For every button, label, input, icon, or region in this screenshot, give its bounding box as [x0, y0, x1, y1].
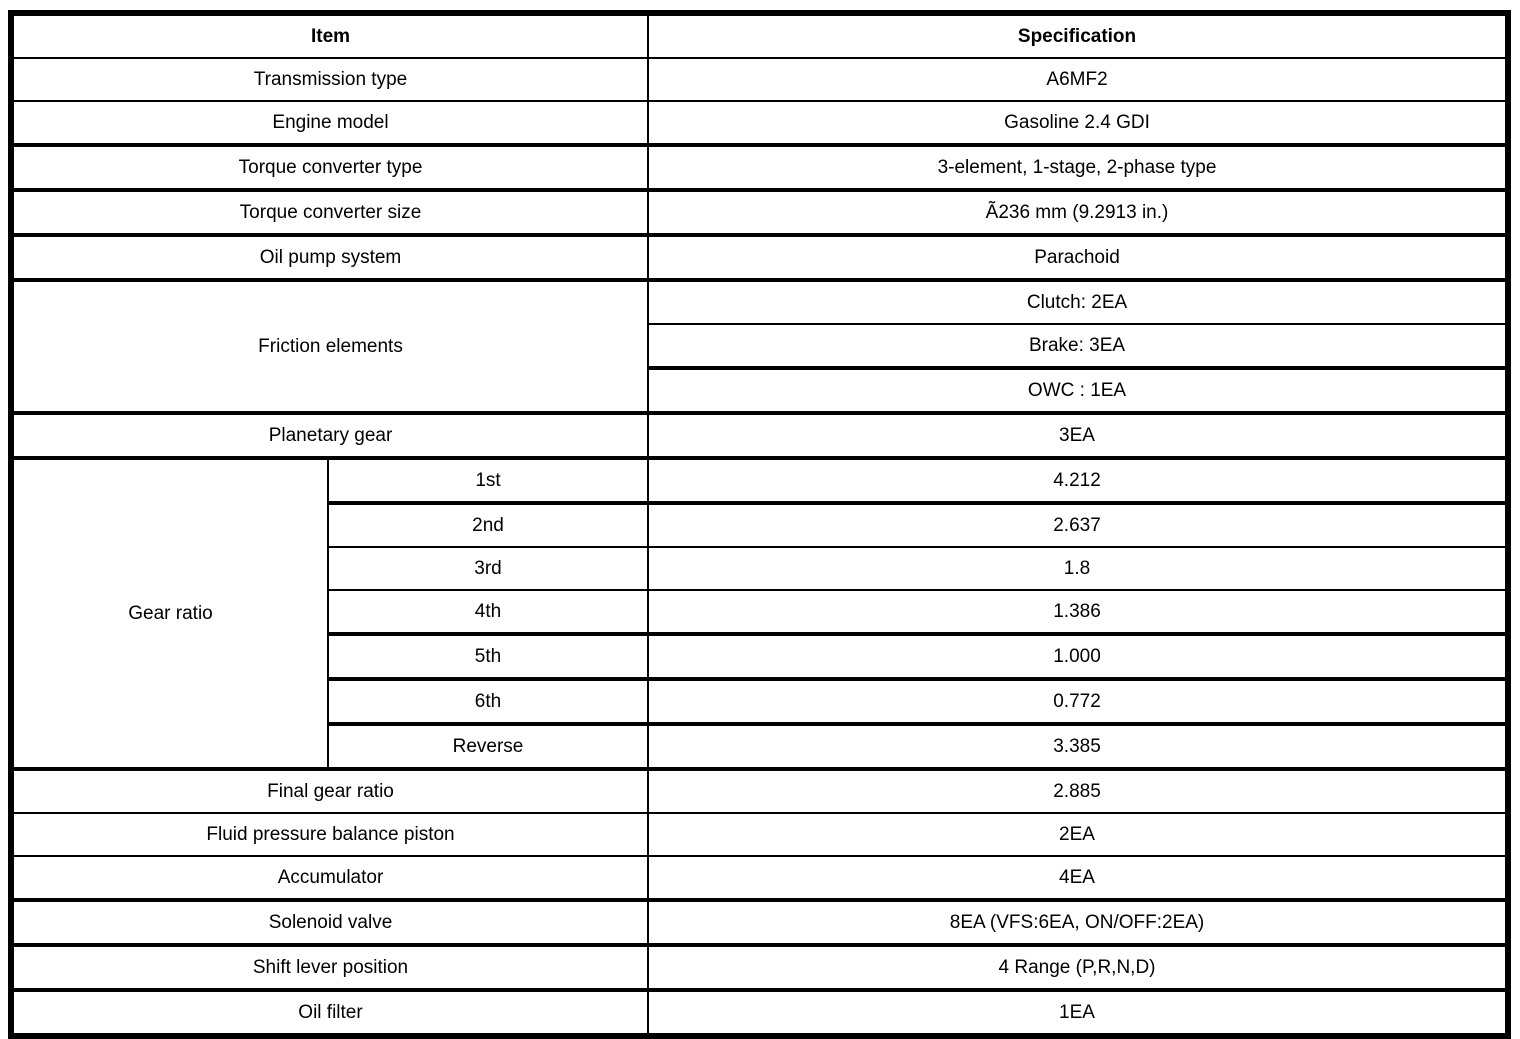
item-cell: Planetary gear [11, 413, 648, 458]
table-row [11, 58, 1508, 101]
table-row [11, 145, 1508, 190]
spec-cell: 2.885 [648, 769, 1508, 813]
table-row [11, 769, 1508, 813]
spec-cell: Brake: 3EA [648, 324, 1508, 368]
gear-value-cell: 0.772 [648, 679, 1508, 724]
spec-cell: 2EA [648, 813, 1508, 856]
table-header-row [11, 13, 1508, 58]
spec-cell: 3-element, 1-stage, 2-phase type [648, 145, 1508, 190]
spec-cell: Clutch: 2EA [648, 280, 1508, 324]
item-cell: Torque converter size [11, 190, 648, 235]
gear-value-cell: 1.386 [648, 590, 1508, 634]
table-row [11, 235, 1508, 280]
table-row [11, 990, 1508, 1036]
spec-cell: A6MF2 [648, 58, 1508, 101]
table-row [11, 190, 1508, 235]
spec-cell: Gasoline 2.4 GDI [648, 101, 1508, 145]
item-cell: Torque converter type [11, 145, 648, 190]
spec-cell: OWC : 1EA [648, 368, 1508, 413]
item-cell: Accumulator [11, 856, 648, 900]
spec-cell: 1EA [648, 990, 1508, 1036]
gear-value-cell: 1.000 [648, 634, 1508, 679]
gear-value-cell: 1.8 [648, 547, 1508, 590]
transmission-specifications-table [8, 10, 1511, 1039]
item-cell: Oil filter [11, 990, 648, 1036]
item-cell-friction-elements: Friction elements [11, 280, 648, 413]
gear-label-cell: 6th [328, 679, 648, 724]
gear-label-cell: 4th [328, 590, 648, 634]
table-row [11, 856, 1508, 900]
column-header-specification: Specification [648, 13, 1508, 58]
item-cell: Oil pump system [11, 235, 648, 280]
table-row [11, 280, 1508, 324]
table-row [11, 900, 1508, 945]
spec-cell: Parachoid [648, 235, 1508, 280]
item-cell: Transmission type [11, 58, 648, 101]
item-cell: Final gear ratio [11, 769, 648, 813]
item-cell: Solenoid valve [11, 900, 648, 945]
item-cell-gear-ratio: Gear ratio [11, 458, 328, 769]
spec-cell: 8EA (VFS:6EA, ON/OFF:2EA) [648, 900, 1508, 945]
item-cell: Fluid pressure balance piston [11, 813, 648, 856]
spec-cell: 3EA [648, 413, 1508, 458]
item-cell: Engine model [11, 101, 648, 145]
table-row [11, 945, 1508, 990]
item-cell: Shift lever position [11, 945, 648, 990]
gear-label-cell: 1st [328, 458, 648, 503]
gear-value-cell: 4.212 [648, 458, 1508, 503]
table-row [11, 458, 1508, 503]
gear-value-cell: 3.385 [648, 724, 1508, 769]
gear-label-cell: 2nd [328, 503, 648, 547]
gear-label-cell: Reverse [328, 724, 648, 769]
gear-label-cell: 3rd [328, 547, 648, 590]
spec-cell: 4 Range (P,R,N,D) [648, 945, 1508, 990]
gear-value-cell: 2.637 [648, 503, 1508, 547]
column-header-item: Item [11, 13, 648, 58]
gear-label-cell: 5th [328, 634, 648, 679]
table-row [11, 101, 1508, 145]
table-row [11, 413, 1508, 458]
table-row [11, 813, 1508, 856]
spec-cell: Ã236 mm (9.2913 in.) [648, 190, 1508, 235]
spec-cell: 4EA [648, 856, 1508, 900]
